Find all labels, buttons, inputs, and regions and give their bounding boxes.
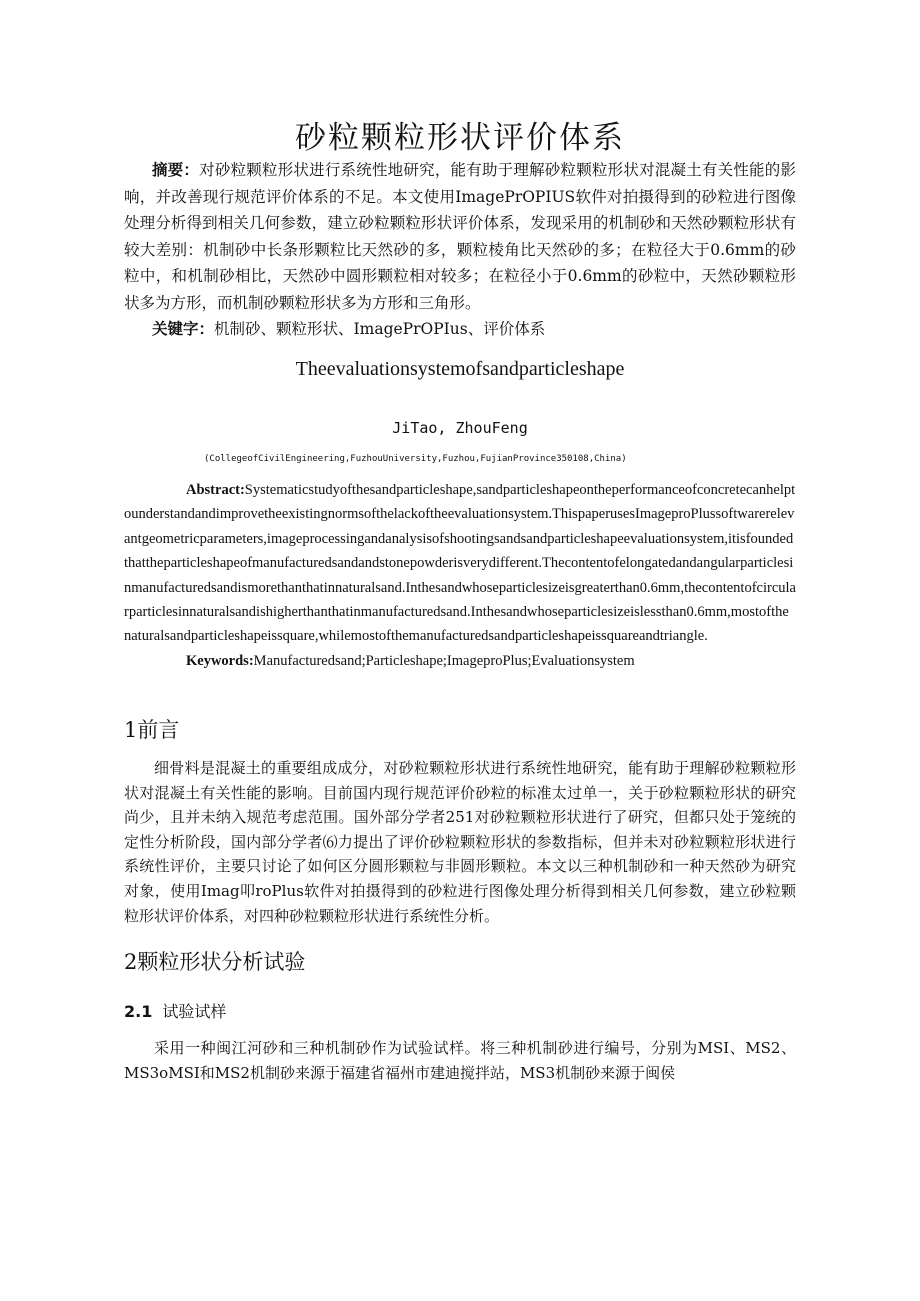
english-title: Theevaluationsystemofsandparticleshape (295, 358, 625, 380)
authors: JiTao, ZhouFeng (392, 419, 528, 437)
section-heading-introduction: 1前言 (124, 718, 180, 742)
subsection-paragraph: 采用一种闽江河砂和三种机制砂作为试验试样。将三种机制砂进行编号，分别为MSI、MS2、MS3oMSI和MS2机制砂来源于福建省福州市建迪搅拌站，MS3机制砂来源于闽侯 (124, 1039, 796, 1082)
english-abstract-text: Systematicstudyofthesandparticleshape,sandparticleshapeontheperformanceofconcretecanhelptounderstandandimprovetheexistingnormsofthelackoftheevaluationsystem.ThispaperusesImageproPlussoftwarerelevantgeometricparameters,imageprocessingandanalysisofshootingsandsandparticleshapeevaluationsystem,itisfoundedthattheparticleshapeofmanufacturedsandandstonepowderisverydifferent.Thecontentofelongatedandangularparticlesinmanufacturedsandismorethanthatinnaturalsand.Inthesandwhoseparticlesizeisgreaterthan0.6mm,thecontentofcircularparticlesinnaturalsandishigherthanthatinmanufacturedsand.Inthesandwhoseparticlesizeislessthan0.6mm,mostofthenaturalsandparticleshapeissquare,whilemostofthemanufacturedsandparticleshapeissquareandtriangle. (124, 482, 796, 645)
chinese-keywords-text: 机制砂、颗粒形状、ImagePrOPIus、评价体系 (214, 320, 546, 338)
english-keywords-text: Manufacturedsand;Particleshape;ImageproPlus;Evaluationsystem (253, 652, 635, 669)
english-abstract (124, 478, 796, 673)
subsection-body (124, 1036, 796, 1085)
subsection-number: 2.1 (124, 1002, 153, 1021)
subsection-heading (124, 999, 226, 1022)
section-heading-experiment: 2颗粒形状分析试验 (124, 950, 306, 974)
introduction-body (124, 756, 796, 928)
english-abstract-label: Abstract: (186, 482, 245, 498)
english-keywords-label: Keywords: (186, 652, 254, 669)
chinese-abstract-text: 对砂粒颗粒形状进行系统性地研究，能有助于理解砂粒颗粒形状对混凝土有关性能的影响，并改善现行规范评价体系的不足。本文使用ImagePrOPIUS软件对拍摄得到的砂粒进行图像处理分析得到相关几何参数，建立砂粒颗粒形状评价体系，发现采用的机制砂和天然砂颗粒形状有较大差别：机制砂中长条形颗粒比天然砂的多，颗粒棱角比天然砂的多；在粒径大于0.6mm的砂粒中，和机制砂相比，天然砂中圆形颗粒相对较多；在粒径小于0.6mm的砂粒中，天然砂颗粒形状多为方形，而机制砂颗粒形状多为方形和三角形。 (124, 161, 796, 312)
chinese-abstract-label: 摘要： (152, 160, 200, 179)
paper-title: 砂粒颗粒形状评价体系 (295, 120, 625, 156)
chinese-keywords-label: 关键字： (152, 319, 215, 338)
affiliation: (CollegeofCivilEngineering,FuzhouUniversity,Fuzhou,FujianProvince350108,China) (204, 454, 627, 464)
introduction-paragraph: 细骨料是混凝土的重要组成成分，对砂粒颗粒形状进行系统性地研究，能有助于理解砂粒颗粒形状对混凝土有关性能的影响。目前国内现行规范评价砂粒的标准太过单一，关于砂粒颗粒形状的研究尚少，且并未纳入规范考虑范围。国外部分学者251对砂粒颗粒形状进行了研究，但都只处于笼统的定性分析阶段，国内部分学者⑹力提出了评价砂粒颗粒形状的参数指标，但并未对砂粒颗粒形状进行系统性评价，主要只讨论了如何区分圆形颗粒与非圆形颗粒。本文以三种机制砂和一种天然砂为研究对象，使用Imag叩roPlus软件对拍摄得到的砂粒进行图像处理分析得到相关几何参数，建立砂粒颗粒形状评价体系，对四种砂粒颗粒形状进行系统性分析。 (124, 759, 796, 925)
chinese-abstract (124, 157, 796, 343)
subsection-title: 试验试样 (162, 1002, 227, 1021)
